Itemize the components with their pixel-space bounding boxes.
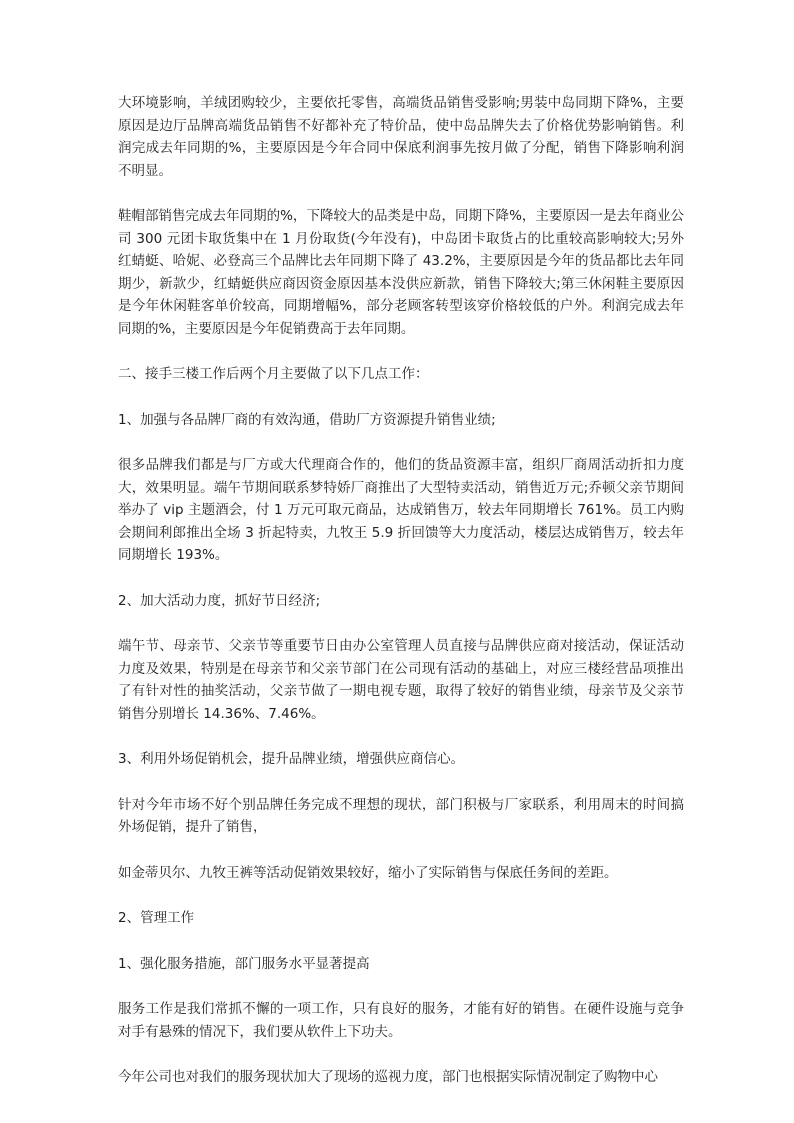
paragraph-service-work: 服务工作是我们常抓不懈的一项工作，只有良好的服务，才能有好的销售。在硬件设施与竞争对手有悬殊的情况下，我们要从软件上下功夫。 <box>118 1001 684 1040</box>
document-body <box>118 92 684 1112</box>
section-heading-management: 2、管理工作 <box>118 910 195 926</box>
item-heading-outdoor-promotions: 3、利用外场促销机会，提升品牌业绩，增强供应商信心。 <box>118 751 465 767</box>
paragraph-service-inspection: 今年公司也对我们的服务现状加大了现场的巡视力度，部门也根据实际情况制定了购物中心 <box>118 1069 658 1085</box>
item-heading-holiday-promotions: 2、加大活动力度，抓好节日经济; <box>118 592 321 609</box>
paragraph-footwear-sales: 鞋帽部销售完成去年同期的%，下降较大的品类是中岛，同期下降%，主要原因一是去年商业公司 300 元团卡取货集中在 1 月份取货(今年没有)，中岛团卡取货占的比重较高影响较大;另外红蜻蜓、哈妮、必登高三个品牌比去年同期下降了 43.2%，主要原因是今年的货品都比去年同期少，新款少，红蜻蜓供应商因资金原因基本没供应新款，销售下降较大;第三休闲鞋主要原因是今年休闲鞋客单价较高，同期增幅%，部分老顾客转型该穿价格较低的户外。利润完成去年同期的%，主要原因是今年促销费高于去年同期。 <box>118 208 684 337</box>
section-heading-work-summary: 二、接手三楼工作后两个月主要做了以下几点工作： <box>118 366 429 382</box>
paragraph-outdoor-promotions: 针对今年市场不好个别品牌任务完成不理想的现状，部门积极与厂家联系，利用周末的时间搞外场促销，提升了销售， <box>118 796 684 835</box>
item-heading-vendor-communication: 1、加强与各品牌厂商的有效沟通，借助厂方资源提升销售业绩; <box>118 411 496 428</box>
paragraph-holiday-promotions: 端午节、母亲节、父亲节等重要节日由办公室管理人员直接与品牌供应商对接活动，保证活动力度及效果，特别是在母亲节和父亲节部门在公司现有活动的基础上，对应三楼经营品项推出了有针对性的抽奖活动，父亲节做了一期电视专题，取得了较好的销售业绩，母亲节及父亲节销售分别增长 14.36%、7.46%。 <box>118 638 684 722</box>
paragraph-vendor-communication: 很多品牌我们都是与厂方或大代理商合作的，他们的货品资源丰富，组织厂商周活动折扣力度大，效果明显。端午节期间联系梦特娇厂商推出了大型特卖活动，销售近万元;乔顿父亲节期间举办了 vip 主题酒会，付 1 万元可取元商品，达成销售万，较去年同期增长 761%。员工内购会期间利郎推出全场 3 折起特卖，九牧王 5.9 折回馈等大力度活动，楼层达成销售万，较去年同期增长 193%。 <box>118 457 684 563</box>
paragraph-promotion-results: 如金蒂贝尔、九牧王裤等活动促销效果较好，缩小了实际销售与保底任务间的差距。 <box>118 864 618 881</box>
paragraph-menswear-sales: 大环境影响，羊绒团购较少，主要依托零售，高端货品销售受影响;男装中岛同期下降%，主要原因是边厅品牌高端货品销售不好都补充了特价品，使中岛品牌失去了价格优势影响销售。利润完成去年同期的%，主要原因是今年合同中保底利润事先按月做了分配，销售下降影响利润不明显。 <box>118 95 684 179</box>
item-heading-service-measures: 1、强化服务措施，部门服务水平显著提高 <box>118 955 370 972</box>
